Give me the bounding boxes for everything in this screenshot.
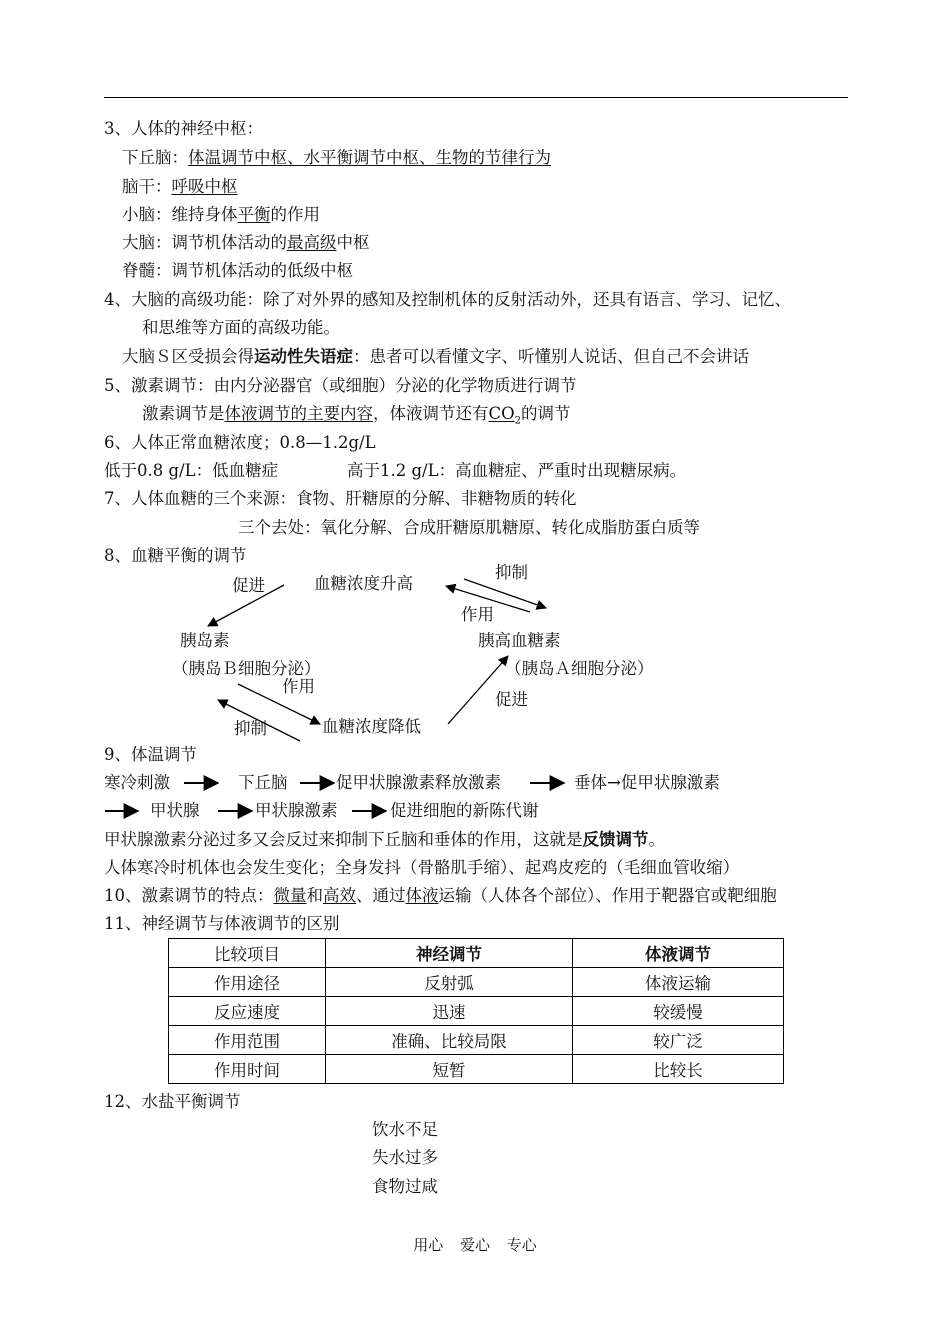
s11-title: 11、神经调节与体液调节的区别 xyxy=(104,914,340,933)
s6-line2b: 高于1.2 g/L：高血糖症、严重时出现糖尿病。 xyxy=(347,461,687,480)
s4-line1: 4、大脑的高级功能：除了对外界的感知及控制机体的反射活动外，还具有语言、学习、记忆、 xyxy=(104,290,791,309)
arrow-high-to-insulin xyxy=(208,585,284,626)
flow-thyroid: 甲状腺 xyxy=(150,801,200,820)
node-glucose-high: 血糖浓度升高 xyxy=(314,574,413,593)
table-cell: 较缓慢 xyxy=(573,997,784,1026)
flow-thyroxine: 甲状腺激素 xyxy=(255,801,338,820)
table-cell: 作用时间 xyxy=(169,1055,326,1084)
cause-salty-food: 食物过咸 xyxy=(372,1177,438,1196)
s3-hypothalamus: 下丘脑：体温调节中枢、水平衡调节中枢、生物的节律行为 xyxy=(122,148,551,167)
table-cell: 较广泛 xyxy=(573,1026,784,1055)
table-cell: 准确、比较局限 xyxy=(326,1026,573,1055)
table-header-row xyxy=(169,939,784,968)
node-insulin-source: （胰岛Ｂ细胞分泌） xyxy=(172,659,321,678)
table-header: 比较项目 xyxy=(169,939,326,968)
arrow-inhibit-low-to-insulin xyxy=(218,700,300,741)
s3-cerebellum: 小脑：维持身体平衡的作用 xyxy=(122,205,320,224)
flow-pituitary-tsh: 垂体→促甲状腺激素 xyxy=(574,773,720,792)
table-cell: 作用范围 xyxy=(169,1026,326,1055)
label-inhibit-left: 抑制 xyxy=(234,719,267,738)
arrow-insulin-to-low xyxy=(238,684,320,724)
s6-line1: 6、人体正常血糖浓度；0.8—1.2g/L xyxy=(104,433,376,452)
node-glucose-low: 血糖浓度降低 xyxy=(322,717,421,736)
table-header: 神经调节 xyxy=(326,939,573,968)
page-footer xyxy=(0,1234,950,1255)
table-cell: 体液运输 xyxy=(573,968,784,997)
table-header: 体液调节 xyxy=(573,939,784,968)
node-insulin: 胰岛素 xyxy=(180,631,230,650)
label-promote-left: 促进 xyxy=(232,576,265,595)
s9-feedback: 甲状腺激素分泌过多又会反过来抑制下丘脑和垂体的作用，这就是反馈调节。 xyxy=(104,830,665,849)
s9-cold-response: 人体寒冷时机体也会发生变化；全身发抖（骨骼肌手缩）、起鸡皮疙的（毛细血管收缩） xyxy=(104,858,740,877)
label-act-right: 作用 xyxy=(461,605,494,624)
comparison-table xyxy=(168,938,784,1084)
table-cell: 反应速度 xyxy=(169,997,326,1026)
table-cell: 短暂 xyxy=(326,1055,573,1084)
table-cell: 比较长 xyxy=(573,1055,784,1084)
table-cell: 作用途径 xyxy=(169,968,326,997)
table-row xyxy=(169,1026,784,1055)
flow-trh: 促甲状腺激素释放激素 xyxy=(336,773,501,792)
flow-hypothalamus: 下丘脑 xyxy=(238,773,288,792)
s8-title: 8、血糖平衡的调节 xyxy=(104,546,247,565)
s7-line2: 三个去处：氧化分解、合成肝糖原肌糖原、转化成脂肪蛋白质等 xyxy=(238,518,700,537)
footer-word: 爱心 xyxy=(459,1236,490,1254)
cause-water-loss: 失水过多 xyxy=(372,1148,438,1167)
cause-water-shortage: 饮水不足 xyxy=(372,1120,438,1139)
s3-title: 3、人体的神经中枢： xyxy=(104,119,263,138)
footer-word: 用心 xyxy=(413,1236,444,1254)
table-row xyxy=(169,1055,784,1084)
table-cell: 迅速 xyxy=(326,997,573,1026)
s4-line3: 大脑Ｓ区受损会得运动性失语症：患者可以看懂文字、听懂别人说话、但自己不会讲话 xyxy=(122,347,749,366)
s3-brainstem: 脑干：呼吸中枢 xyxy=(122,177,238,196)
s10-line: 10、激素调节的特点：微量和高效、通过体液运输（人体各个部位）、作用于靶器官或靶细胞 xyxy=(104,886,777,905)
s9-title: 9、体温调节 xyxy=(104,745,197,764)
table-row xyxy=(169,997,784,1026)
s3-cerebrum: 大脑：调节机体活动的最高级中枢 xyxy=(122,233,370,252)
arrow-low-to-glucagon xyxy=(448,656,508,724)
s3-spinal: 脊髓：调节机体活动的低级中枢 xyxy=(122,261,353,280)
label-promote-right: 促进 xyxy=(495,690,528,709)
s6-line2a: 低于0.8 g/L：低血糖症 xyxy=(104,461,279,480)
s4-line2: 和思维等方面的高级功能。 xyxy=(142,318,340,337)
s7-line1: 7、人体血糖的三个来源：食物、肝糖原的分解、非糖物质的转化 xyxy=(104,489,577,508)
s5-line2: 激素调节是体液调节的主要内容，体液调节还有$CO_2$的调节 xyxy=(142,404,571,427)
table-cell: 反射弧 xyxy=(326,968,573,997)
node-glucagon-source: （胰岛Ａ细胞分泌） xyxy=(505,659,654,678)
footer-word: 专心 xyxy=(506,1236,537,1254)
label-act-left: 作用 xyxy=(282,677,315,696)
label-inhibit-right: 抑制 xyxy=(495,563,528,582)
s5-line1: 5、激素调节：由内分泌器官（或细胞）分泌的化学物质进行调节 xyxy=(104,376,577,395)
arrow-glucagon-to-high xyxy=(446,586,530,612)
table-row xyxy=(169,968,784,997)
flow-metabolism: 促进细胞的新陈代谢 xyxy=(390,801,539,820)
s12-title: 12、水盐平衡调节 xyxy=(104,1092,241,1111)
node-glucagon: 胰高血糖素 xyxy=(478,631,561,650)
flow-cold: 寒冷刺激 xyxy=(104,773,170,792)
